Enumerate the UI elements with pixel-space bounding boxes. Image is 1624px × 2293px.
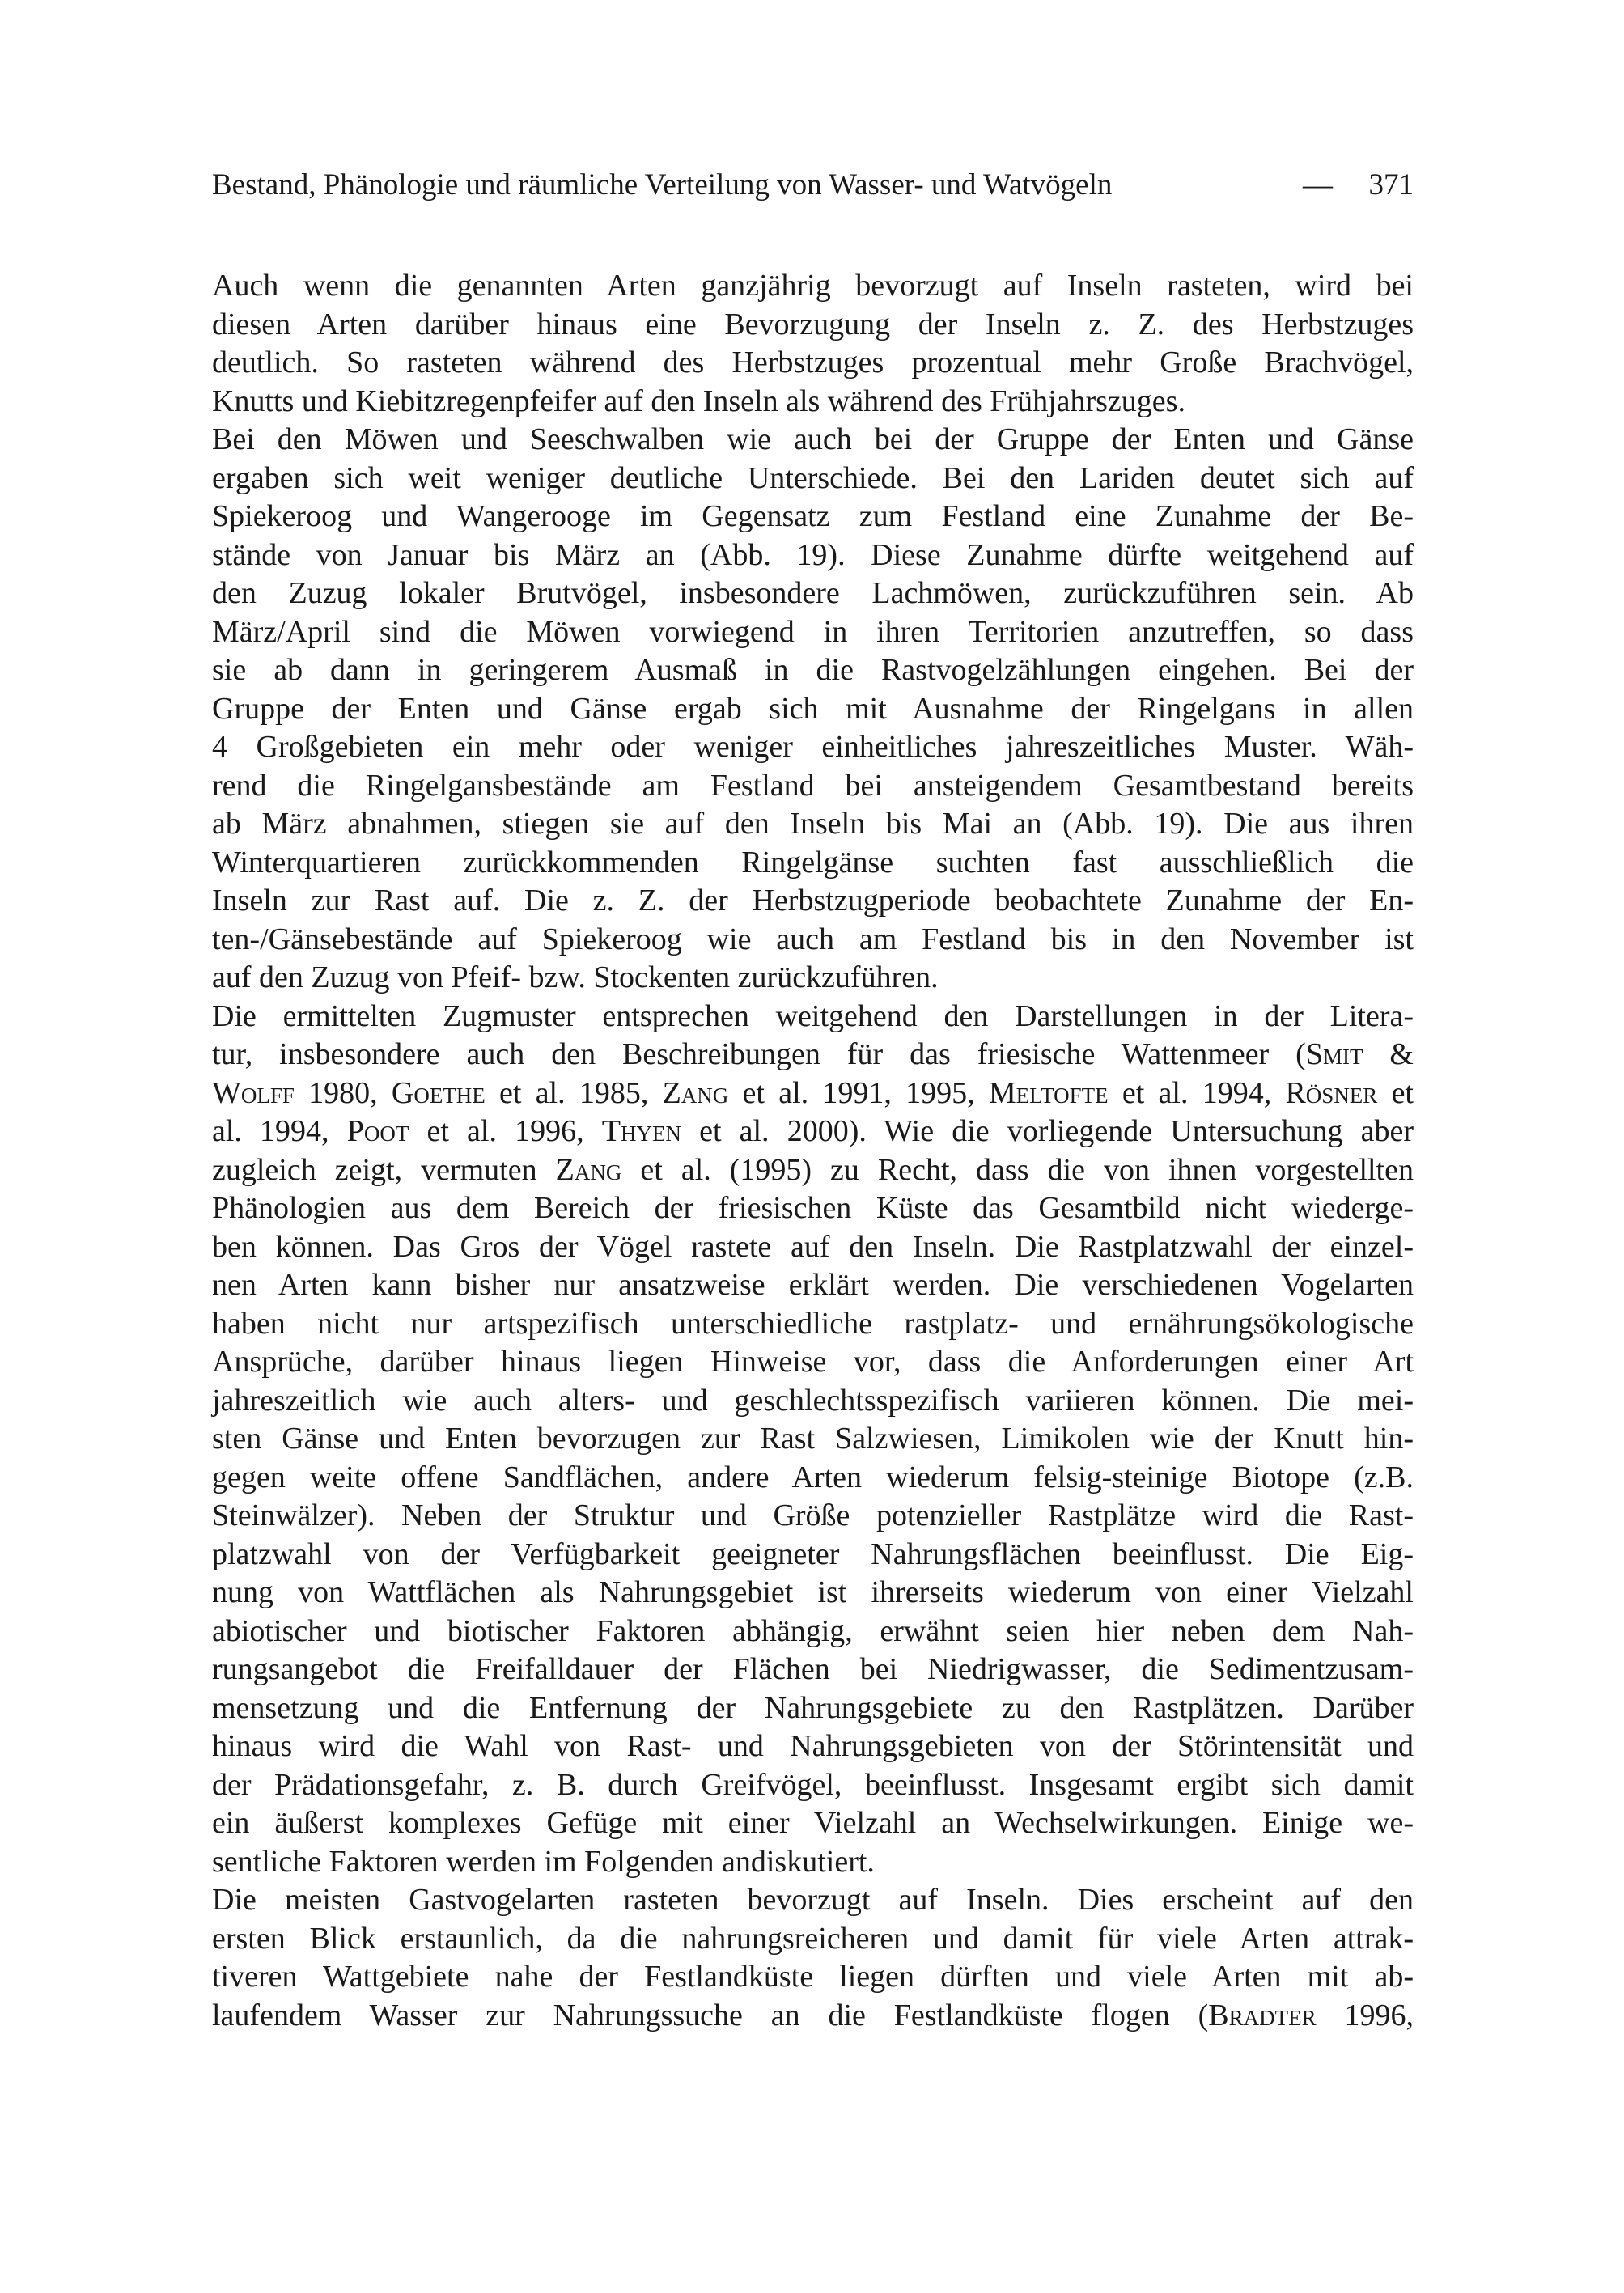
- text-line: [212, 574, 1414, 613]
- text-line: [212, 767, 1414, 806]
- text-run: Die meisten Gastvogelarten rasteten bevorzugt auf Inseln. Dies erscheint auf den: [212, 1883, 1414, 1917]
- text-run: zugleich zeigt, vermuten: [212, 1152, 556, 1187]
- text-line: [212, 613, 1414, 652]
- text-line: [212, 460, 1414, 498]
- text-line: [212, 728, 1414, 767]
- author-name: Thyen: [601, 1114, 681, 1148]
- text-run: Steinwälzer). Neben der Struktur und Größe potenzieller Rastplätze wird die Rast-: [212, 1498, 1414, 1532]
- text-line: [212, 1651, 1414, 1689]
- text-run: platzwahl von der Verfügbarkeit geeigneter Nahrungsflächen beeinflusst. Die Eig-: [212, 1536, 1414, 1571]
- text-run: ergaben sich weit weniger deutliche Unterschiede. Bei den Lariden deutet sich auf: [212, 460, 1414, 495]
- text-line: [212, 1920, 1414, 1959]
- text-run: den Zuzug lokaler Brutvögel, insbesondere Lachmöwen, zurückzuführen sein. Ab: [212, 576, 1414, 610]
- text-run: tur, insbesondere auch den Beschreibungen für das friesische Wattenmeer (: [212, 1037, 1306, 1071]
- text-line: [212, 1536, 1414, 1575]
- body-text: [212, 267, 1414, 2035]
- text-line: [212, 1766, 1414, 1805]
- page-number: 371: [1368, 168, 1414, 201]
- author-name: Rösner: [1285, 1075, 1378, 1110]
- text-line: [212, 1343, 1414, 1382]
- text-run: 1980,: [294, 1075, 392, 1110]
- text-run: nung von Wattflächen als Nahrungsgebiet ist ihrerseits wiederum von einer Vielzahl: [212, 1575, 1414, 1609]
- text-line: [212, 805, 1414, 844]
- text-line: [212, 1228, 1414, 1267]
- text-line: [212, 1958, 1414, 1997]
- text-line: [212, 1613, 1414, 1651]
- running-header-dash: —: [1303, 168, 1333, 201]
- text-run: deutlich. So rasteten während des Herbstzuges prozentual mehr Große Brachvögel,: [212, 345, 1414, 379]
- text-run: stände von Januar bis März an (Abb. 19). Diese Zunahme dürfte weitgehend auf: [212, 537, 1414, 572]
- text-line: [212, 306, 1414, 345]
- text-run: Die ermittelten Zugmuster entsprechen weitgehend den Darstellungen in der Litera-: [212, 998, 1414, 1033]
- text-line: [212, 1382, 1414, 1421]
- author-name: Bradter: [1208, 1998, 1317, 2032]
- text-run: Knutts und Kiebitzregenpfeifer auf den Inseln als während des Frühjahrszuges.: [212, 384, 1185, 418]
- text-run: Phänologien aus dem Bereich der friesischen Küste das Gesamtbild nicht wiederge-: [212, 1191, 1414, 1225]
- text-line: [212, 1459, 1414, 1498]
- text-run: &: [1363, 1037, 1414, 1071]
- author-name: Zang: [662, 1075, 729, 1110]
- text-line: [212, 536, 1414, 575]
- text-run: hinaus wird die Wahl von Rast- und Nahrungsgebieten von der Störintensität und: [212, 1729, 1414, 1763]
- text-run: auf den Zuzug von Pfeif- bzw. Stockenten zurückzuführen.: [212, 960, 939, 994]
- text-line: [212, 1497, 1414, 1536]
- text-run: et al. 1985,: [485, 1075, 663, 1110]
- text-run: ben können. Das Gros der Vögel rastete auf den Inseln. Die Rastplatzwahl der einzel-: [212, 1229, 1414, 1264]
- text-line: [212, 1881, 1414, 1920]
- text-line: [212, 1305, 1414, 1344]
- text-line: [212, 383, 1414, 422]
- text-run: gegen weite offene Sandflächen, andere Arten wiederum felsig-steinige Biotope (z.B.: [212, 1460, 1414, 1494]
- text-run: 1996,: [1316, 1998, 1414, 2032]
- text-run: ab März abnahmen, stiegen sie auf den Inseln bis Mai an (Abb. 19). Die aus ihren: [212, 807, 1414, 841]
- text-line: [212, 1113, 1414, 1151]
- text-run: laufendem Wasser zur Nahrungssuche an die Festlandküste flogen (: [212, 1998, 1209, 2032]
- text-run: der Prädationsgefahr, z. B. durch Greifvögel, beeinflusst. Insgesamt ergibt sich damit: [212, 1767, 1414, 1802]
- text-run: Spiekeroog und Wangerooge im Gegensatz zum Festland eine Zunahme der Be-: [212, 499, 1414, 533]
- text-line: [212, 498, 1414, 536]
- text-run: jahreszeitlich wie auch alters- und geschlechtsspezifisch variieren können. Die mei-: [212, 1383, 1414, 1418]
- text-line: [212, 921, 1414, 960]
- author-name: Wolff: [212, 1075, 295, 1110]
- text-run: Winterquartieren zurückkommenden Ringelgänse suchten fast ausschließlich die: [212, 845, 1414, 879]
- text-run: tiveren Wattgebiete nahe der Festlandküste liegen dürften und viele Arten mit ab-: [212, 1960, 1414, 1994]
- text-run: nen Arten kann bisher nur ansatzweise erklärt werden. Die verschiedenen Vogelarten: [212, 1268, 1414, 1302]
- text-run: et al. 1994,: [1108, 1075, 1286, 1110]
- text-line: [212, 1843, 1414, 1882]
- text-line: [212, 344, 1414, 383]
- text-line: [212, 998, 1414, 1036]
- text-run: ersten Blick erstaunlich, da die nahrungsreicheren und damit für viele Arten attrak-: [212, 1921, 1414, 1956]
- text-run: haben nicht nur artspezifisch unterschiedliche rastplatz- und ernährungsökologische: [212, 1306, 1414, 1341]
- text-run: sie ab dann in geringerem Ausmaß in die Rastvogelzählungen eingehen. Bei der: [212, 653, 1414, 687]
- text-line: [212, 1804, 1414, 1843]
- text-line: [212, 1036, 1414, 1074]
- text-run: diesen Arten darüber hinaus eine Bevorzugung der Inseln z. Z. des Herbstzuges: [212, 307, 1414, 341]
- text-run: sten Gänse und Enten bevorzugen zur Rast Salzwiesen, Limikolen wie der Knutt hin-: [212, 1422, 1414, 1456]
- text-line: [212, 651, 1414, 690]
- text-line: [212, 1727, 1414, 1766]
- text-line: [212, 267, 1414, 306]
- text-run: et al. 2000). Wie die vorliegende Untersuchung aber: [681, 1114, 1414, 1148]
- text-line: [212, 1151, 1414, 1190]
- text-run: mensetzung und die Entfernung der Nahrungsgebiete zu den Rastplätzen. Darüber: [212, 1690, 1414, 1725]
- text-run: rend die Ringelgansbestände am Festland bei ansteigendem Gesamtbestand bereits: [212, 768, 1414, 803]
- author-name: Poot: [346, 1114, 409, 1148]
- text-run: abiotischer und biotischer Faktoren abhängig, erwähnt seien hier neben dem Nah-: [212, 1613, 1414, 1648]
- text-line: [212, 1266, 1414, 1305]
- text-line: [212, 1074, 1414, 1113]
- text-run: et: [1377, 1075, 1414, 1110]
- text-run: ten-/Gänsebestände auf Spiekeroog wie auch am Festland bis in den November ist: [212, 922, 1414, 956]
- text-run: 4 Großgebieten ein mehr oder weniger einheitliches jahreszeitliches Muster. Wäh-: [212, 730, 1414, 764]
- text-run: Auch wenn die genannten Arten ganzjährig bevorzugt auf Inseln rasteten, wird bei: [212, 269, 1414, 303]
- text-run: et al. (1995) zu Recht, dass die von ihnen vorgestellten: [621, 1152, 1414, 1187]
- text-line: [212, 1420, 1414, 1459]
- text-line: [212, 421, 1414, 460]
- text-run: März/April sind die Möwen vorwiegend in ihren Territorien anzutreffen, so dass: [212, 614, 1414, 649]
- text-run: al. 1994,: [212, 1114, 347, 1148]
- text-run: Gruppe der Enten und Gänse ergab sich mit Ausnahme der Ringelgans in allen: [212, 691, 1414, 726]
- text-line: [212, 690, 1414, 729]
- author-name: Zang: [555, 1152, 622, 1187]
- text-run: ein äußerst komplexes Gefüge mit einer Vielzahl an Wechselwirkungen. Einige we-: [212, 1806, 1414, 1840]
- running-header-title: Bestand, Phänologie und räumliche Verteilung von Wasser- und Watvögeln: [212, 168, 1113, 201]
- text-line: [212, 1574, 1414, 1613]
- text-run: sentliche Faktoren werden im Folgenden andiskutiert.: [212, 1844, 875, 1879]
- text-line: [212, 1997, 1414, 2036]
- author-name: Meltofte: [988, 1075, 1109, 1110]
- author-name: Smit: [1305, 1037, 1363, 1071]
- text-line: [212, 1689, 1414, 1728]
- text-run: et al. 1991, 1995,: [728, 1075, 989, 1110]
- text-run: Ansprüche, darüber hinaus liegen Hinweise vor, dass die Anforderungen einer Art: [212, 1345, 1414, 1379]
- text-run: rungsangebot die Freifalldauer der Flächen bei Niedrigwasser, die Sedimentzusam-: [212, 1652, 1414, 1686]
- text-line: [212, 1189, 1414, 1228]
- text-run: Bei den Möwen und Seeschwalben wie auch bei der Gruppe der Enten und Gänse: [212, 422, 1414, 456]
- text-line: [212, 844, 1414, 883]
- text-line: [212, 882, 1414, 921]
- text-run: Inseln zur Rast auf. Die z. Z. der Herbstzugperiode beobachtete Zunahme der En-: [212, 884, 1414, 918]
- author-name: Goethe: [391, 1075, 486, 1110]
- running-header: [212, 166, 1414, 205]
- text-line: [212, 959, 1414, 998]
- text-run: et al. 1996,: [409, 1114, 602, 1148]
